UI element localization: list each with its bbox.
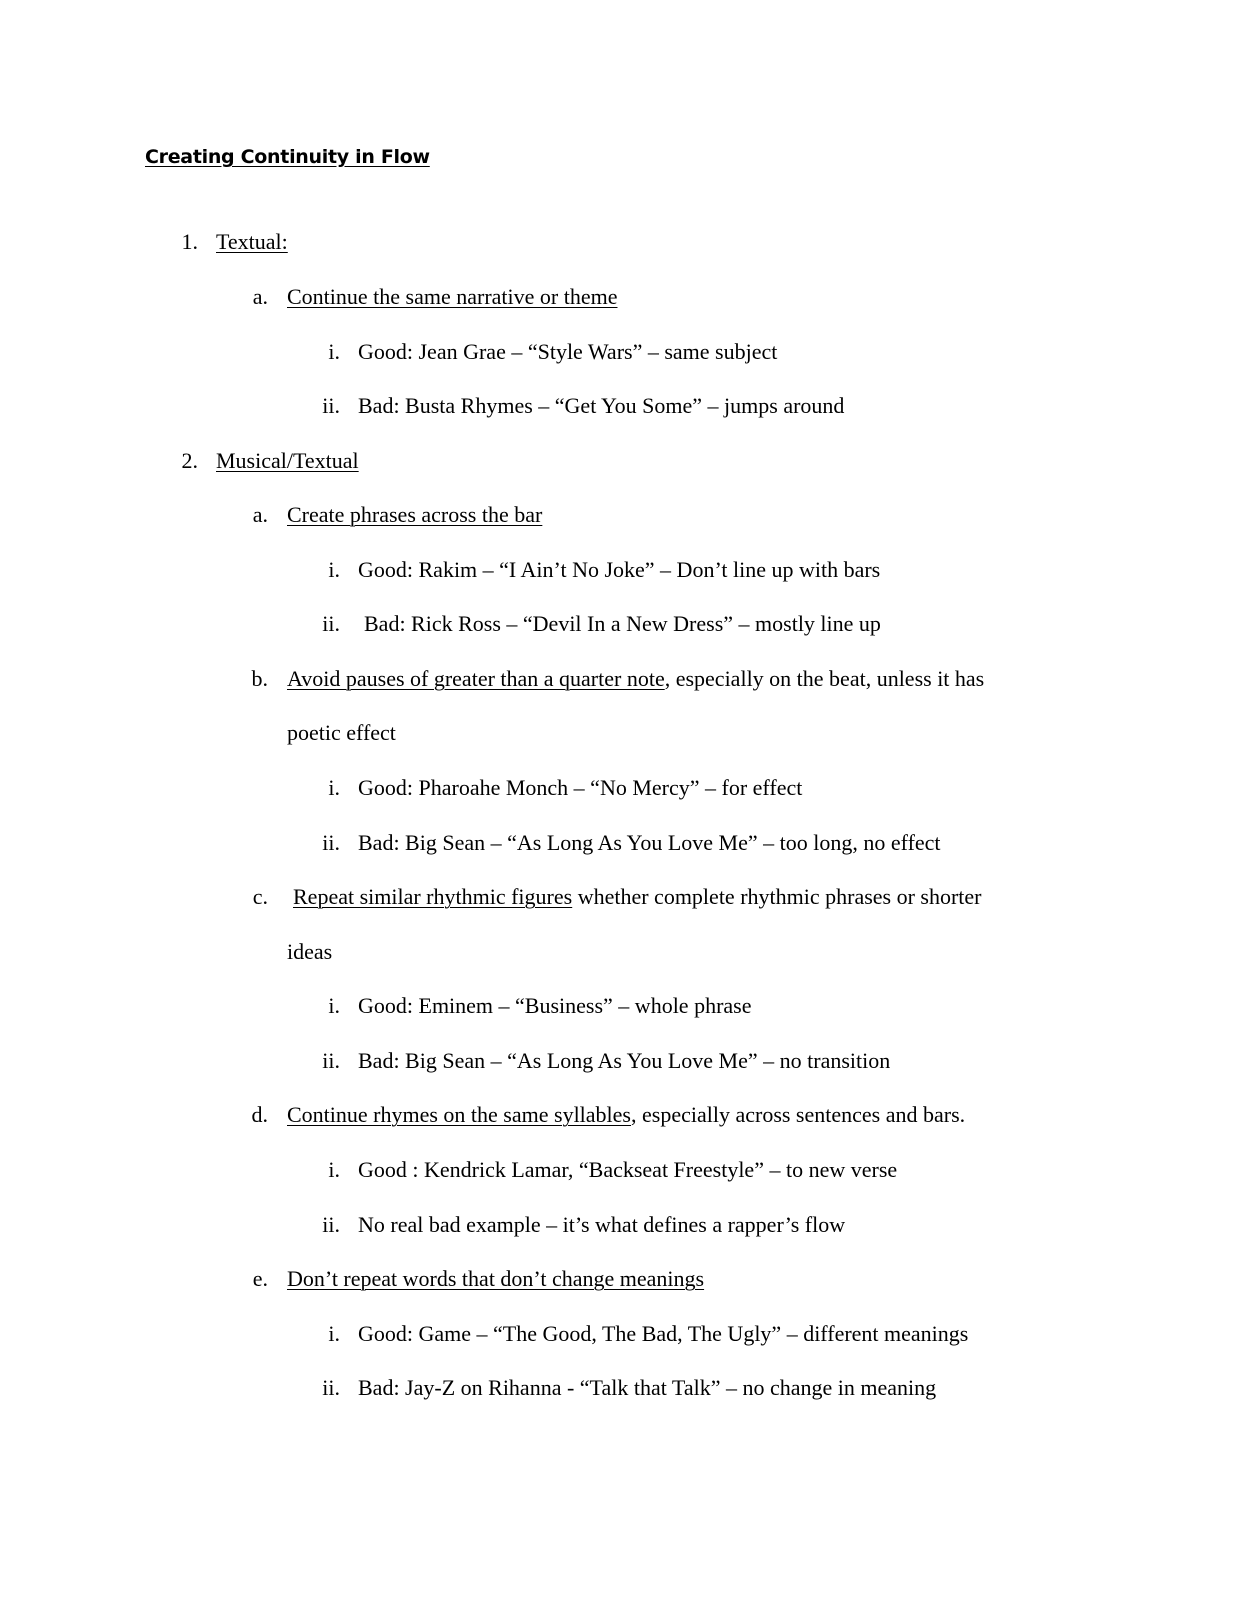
example-2d-ii-text: No real bad example – it’s what defines a rapper’s flow [358,1212,846,1237]
item-2b-underlined: Avoid pauses of greater than a quarter note [287,666,665,691]
example-2e-i-text: Good: Game – “The Good, The Bad, The Ugly” – different meanings [358,1321,969,1346]
example-2d-i-marker: i. [328,1157,340,1182]
example-2e-ii-text: Bad: Jay-Z on Rihanna - “Talk that Talk” – no change in meaning [358,1375,937,1400]
example-2b-ii-marker: ii. [322,830,340,855]
example-1a-i-text: Good: Jean Grae – “Style Wars” – same subject [358,339,778,364]
example-2e-i-marker: i. [328,1321,340,1346]
example-2a-ii-marker: ii. [322,611,340,636]
section-1-heading: Textual: [216,229,288,254]
example-2d-i-text: Good : Kendrick Lamar, “Backseat Freestyle” – to new verse [358,1157,898,1182]
item-2d-rest: , especially across sentences and bars. [631,1102,966,1127]
section-1-number: 1. [181,229,198,254]
example-2d-ii-marker: ii. [322,1212,340,1237]
example-1a-i-marker: i. [328,339,340,364]
item-2c-continuation: ideas [287,939,333,964]
item-2c-line [293,883,982,911]
document-title: Creating Continuity in Flow [145,146,430,168]
item-2a-marker: a. [252,502,268,527]
example-2b-i-text: Good: Pharoahe Monch – “No Mercy” – for effect [358,775,803,800]
example-2c-ii-marker: ii. [322,1048,340,1073]
example-2b-ii-text: Bad: Big Sean – “As Long As You Love Me” – too long, no effect [358,830,941,855]
item-2d-underlined: Continue rhymes on the same syllables [287,1102,631,1127]
item-2d-marker: d. [251,1102,268,1127]
item-2b-continuation: poetic effect [287,720,396,745]
example-2a-ii-text: Bad: Rick Ross – “Devil In a New Dress” – mostly line up [364,611,881,636]
item-2c-underlined: Repeat similar rhythmic figures [293,884,573,909]
example-2a-i-marker: i. [328,557,340,582]
item-2c-marker: c. [252,884,268,909]
example-2c-ii-text: Bad: Big Sean – “As Long As You Love Me” – no transition [358,1048,891,1073]
item-2d-line [287,1101,965,1129]
section-2-number: 2. [181,448,198,473]
item-2b-marker: b. [251,666,268,691]
example-2c-i-text: Good: Eminem – “Business” – whole phrase [358,993,752,1018]
section-2-heading: Musical/Textual [216,448,359,473]
item-2b-rest: , especially on the beat, unless it has [664,666,985,691]
item-1a-text: Continue the same narrative or theme [287,284,618,309]
example-2e-ii-marker: ii. [322,1375,340,1400]
example-1a-ii-text: Bad: Busta Rhymes – “Get You Some” – jumps around [358,393,845,418]
item-2e-text: Don’t repeat words that don’t change meanings [287,1266,705,1291]
example-2c-i-marker: i. [328,993,340,1018]
example-2a-i-text: Good: Rakim – “I Ain’t No Joke” – Don’t line up with bars [358,557,881,582]
item-2b-line [287,665,984,693]
example-2b-i-marker: i. [328,775,340,800]
item-1a-marker: a. [252,284,268,309]
item-2c-rest: whether complete rhythmic phrases or shorter [572,884,982,909]
item-2a-text: Create phrases across the bar [287,502,543,527]
example-1a-ii-marker: ii. [322,393,340,418]
item-2e-marker: e. [252,1266,268,1291]
